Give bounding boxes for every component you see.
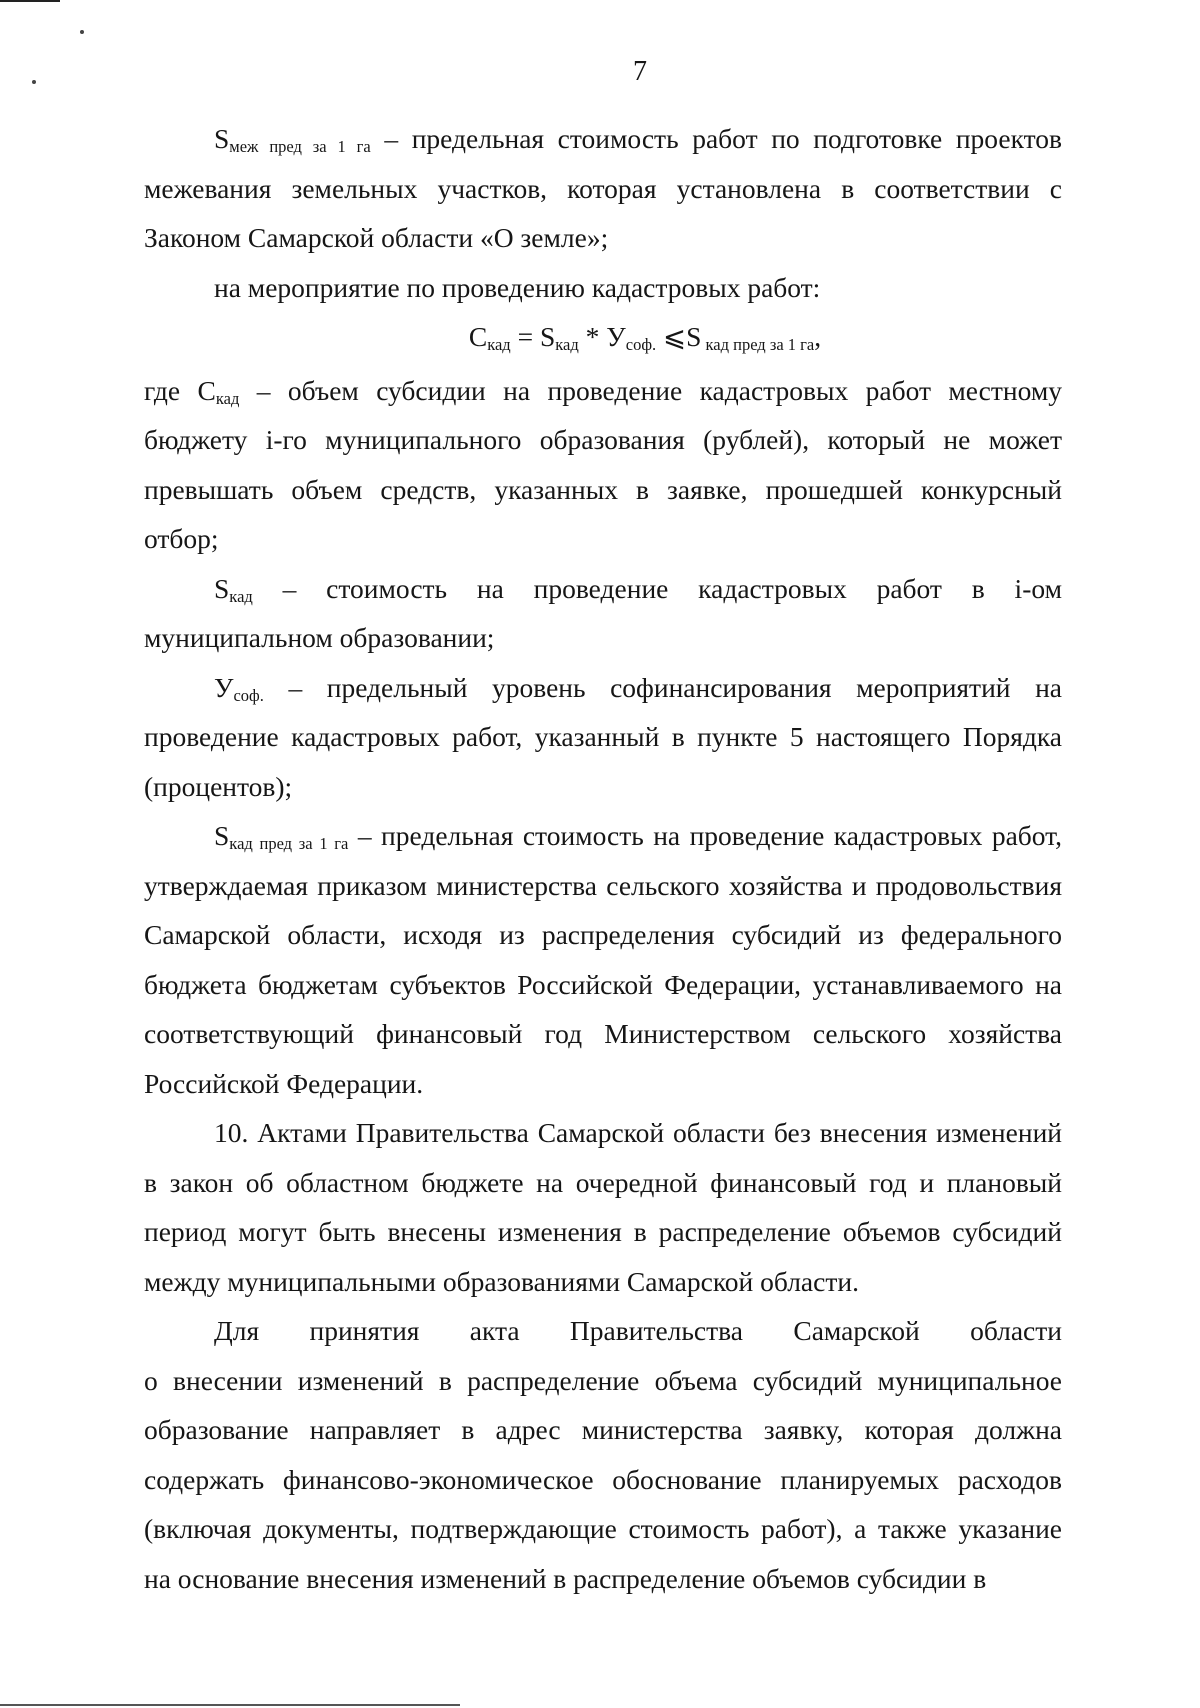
paragraph-text: – предельная стоимость работ по подготовке проектов межевания земельных участков, которая установлена в соответствии с Законом Самарской области «О земле»; <box>144 123 1062 253</box>
paragraph: о внесении изменений в распределение объема субсидий муниципальное образование направляет в адрес министерства заявку, которая должна содержать финансово-экономическое обоснование планируемых расходов (включая документы, подтверждающие стоимость работ), а также указание на основание внесения изменений в распределение объемов субсидии в <box>144 1364 1062 1594</box>
formula-term: С <box>468 321 488 352</box>
subscript: кад пред за 1 га <box>701 335 815 355</box>
paragraph <box>144 366 1062 564</box>
formula-punct: , <box>814 321 822 352</box>
symbol: У <box>214 671 234 703</box>
scan-edge-top <box>0 0 60 2</box>
paragraph <box>144 114 1062 263</box>
paragraph: на мероприятие по проведению кадастровых работ: <box>214 271 821 303</box>
subscript: меж пред за 1 га <box>229 137 371 157</box>
document-body <box>144 114 1062 1603</box>
subscript: кад пред за 1 га <box>229 834 349 854</box>
paragraph-text: – объем субсидии на проведение кадастровых работ местному бюджету i-го муниципального образования (рублей), который не может превышать объем средств, указанных в заявке, прошедшей конкурсный отбор; <box>144 374 1062 554</box>
paragraph-text: – предельная стоимость на проведение кадастровых работ, утверждаемая приказом министерства сельского хозяйства и продовольствия Самарской области, исходя из распределения субсидий из федерального бюджета бюджетам субъектов Российской Федерации, устанавливаемого на соответствующий финансовый год Министерством сельского хозяйства Российской Федерации. <box>144 820 1063 1099</box>
symbol: S <box>214 123 230 154</box>
paragraph-lead: где С <box>144 374 216 406</box>
formula <box>144 312 1062 362</box>
formula-operator: = <box>510 321 540 352</box>
page-number: 7 <box>633 56 647 87</box>
paragraph-text: – стоимость на проведение кадастровых работ в i-ом муниципальном образовании; <box>144 572 1062 653</box>
subscript: кад <box>555 335 579 355</box>
symbol: S <box>214 572 230 604</box>
formula-term: S <box>539 321 556 352</box>
paragraph <box>144 811 1062 1108</box>
paragraph <box>144 564 1062 663</box>
paragraph-text: – предельный уровень софинансирования мероприятий на проведение кадастровых работ, указанный в пункте 5 настоящего Порядка (процентов); <box>144 671 1062 802</box>
subscript: соф. <box>233 685 264 705</box>
subscript: кад <box>229 586 253 606</box>
paragraph-first-line: Для принятия акта Правительства Самарской области <box>214 1315 1062 1346</box>
scan-edge-bottom <box>0 1704 460 1706</box>
scan-speck <box>80 30 84 34</box>
formula-term: S <box>686 321 702 352</box>
symbol: S <box>214 820 230 851</box>
subscript: соф. <box>625 335 657 355</box>
paragraph <box>144 663 1062 812</box>
subscript: кад <box>215 388 240 408</box>
subscript: кад <box>487 335 511 355</box>
formula-term: У <box>606 321 626 352</box>
paragraph: 10. Актами Правительства Самарской области без внесения изменений в закон об областном бюджете на очередной финансовый год и плановый период могут быть внесены изменения в распределение объемов субсидий между муниципальными образованиями Самарской области. <box>144 1117 1062 1297</box>
formula-operator: ⩽ <box>656 321 687 352</box>
formula-operator: * <box>578 321 607 352</box>
